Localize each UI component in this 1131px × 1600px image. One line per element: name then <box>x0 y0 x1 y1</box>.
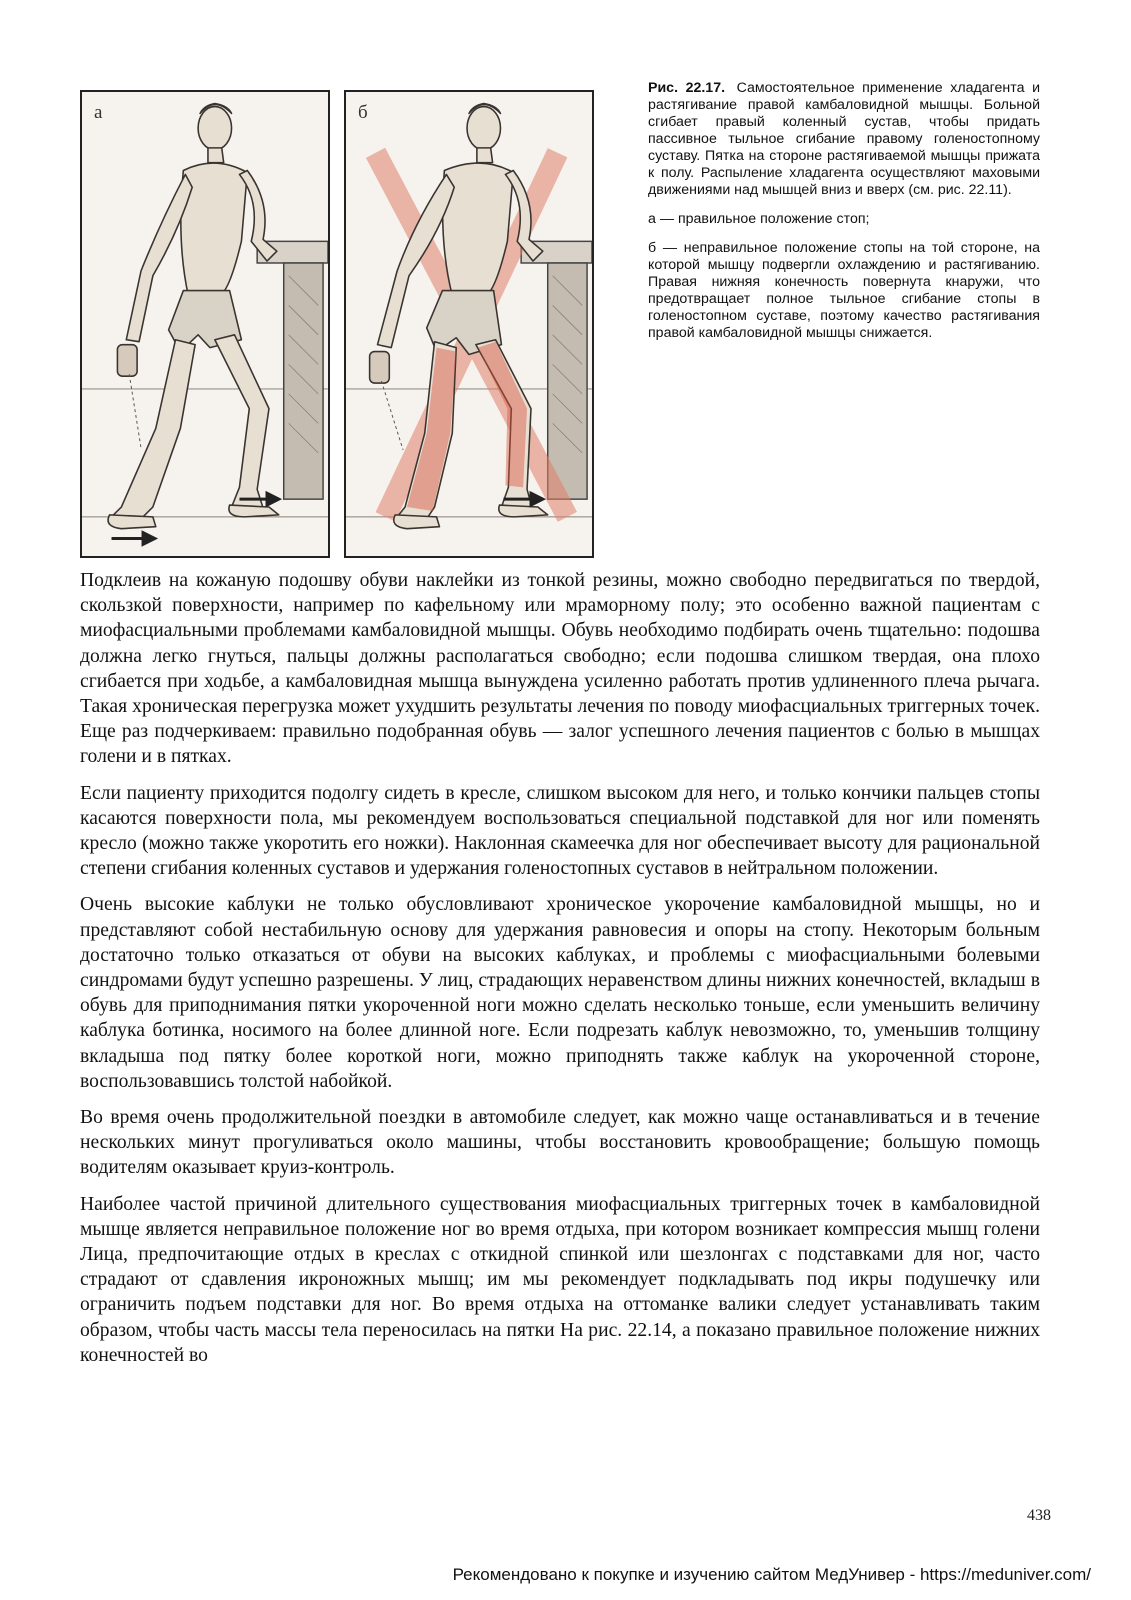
footer-link[interactable]: Рекомендовано к покупке и изучению сайтом МедУнивер - https://meduniver.com/ <box>452 1565 1091 1584</box>
caption-item-b: б — неправильное положение стопы на той стороне, на которой мышцу подвергли охлаждению и растягиванию. Правая нижняя конечность повернута кнаружи, что предотвращает полное тыльное сгибание стопы в голеностопном суставе, поэтому качество растягивания правой камбаловидной мышцы снижается. <box>648 240 1040 341</box>
panel-b-label: б <box>358 102 368 123</box>
paragraph: Если пациенту приходится подолгу сидеть в кресле, слишком высоком для него, и только кончики пальцев стопы касаются поверхности пола, мы рекомендуем воспользоваться специальной подставкой для ног или поменять кресло (можно также укоротить его ножки). Наклонная скамеечка для ног обеспечивает высоту для рациональной степени сгибания коленных суставов и удержания голеностопных суставов в нейтральном положении. <box>80 782 1040 880</box>
paragraph: Очень высокие каблуки не только обусловливают хроническое укорочение камбаловидной мышцы, но и представляют собой нестабильную основу для удержания равновесия и опоры на стопу. Некоторым больным достаточно только отказаться от обуви на высоких каблуках, и проблемы с миофасциальными болевыми синдромами будут успешно разрешены. У лиц, страдающих неравенством длины нижних конечностей, вкладыш в обувь для приподнимания пятки укороченной ноги можно сделать несколько тоньше, если уменьшить величину каблука ботинка, носимого на более длинной ноге. Если подрезать каблук невозможно, то, уменьшив толщину вкладыша под пятку более короткой ноги, можно приподнять также каблук на укороченной стороне, воспользовавшись толстой набойкой. <box>80 894 1040 1092</box>
caption-item-a: а — правильное положение стоп; <box>648 211 870 227</box>
panel-a-label: а <box>94 102 103 123</box>
illustration-correct-stance <box>82 92 328 556</box>
caption-text: Самостоятельное применение хладагента и растягивание правой камбаловидной мышцы. Больной сгибает правый коленный сустав, чтобы придать пассивное тыльное сгибание правому голеностопному суставу. Пятка на стороне растягиваемой мышцы прижата к полу. Распыление хладагента осуществляют маховыми движениями над мышцей вниз и вверх (см. рис. 22.11). <box>648 80 1040 198</box>
figure-panel-a <box>80 90 330 558</box>
caption-label: Рис. 22.17. <box>648 80 726 96</box>
paragraph: Во время очень продолжительной поездки в автомобиле следует, как можно чаще останавливаться и в течение нескольких минут прогуливаться около машины, чтобы восстановить кровообращение; большую помощь водителям оказывает круиз-контроль. <box>80 1107 1040 1179</box>
page-number: 438 <box>1027 1507 1051 1524</box>
figure-22-17 <box>80 90 610 558</box>
paragraph: Наиболее частой причиной длительного существования миофасциальных триггерных точек в камбаловидной мышце является неправильное положение ног во время отдыха, при котором возникает компрессия мышц голени Лица, предпочитающие отдых в креслах с откидной спинкой или шезлонгах с подставками для ног, часто страдают от сдавления икроножных мышц; им мы рекомендует подкладывать под икры подушечку или ограничить подъем подставки для ног. Во время отдыха на оттоманке валики следует устанавливать таким образом, чтобы часть массы тела переносилась на пятки На рис. 22.14, а показано правильное положение нижних конечностей во <box>80 1193 1040 1366</box>
body-text <box>80 568 1040 1379</box>
caption-main <box>648 80 1040 199</box>
illustration-incorrect-stance <box>346 92 592 556</box>
figure-caption <box>648 80 1040 354</box>
figure-panel-b <box>344 90 594 558</box>
paragraph: Подклеив на кожаную подошву обуви наклейки из тонкой резины, можно свободно передвигаться по твердой, скользкой поверхности, например по кафельному или мраморному полу; это особенно важной пациентам с миофасциальными проблемами камбаловидной мышцы. Обувь необходимо подбирать очень тщательно: подошва должна легко гнуться, пальцы должны располагаться свободно; если подошва слишком твердая, она плохо сгибается при ходьбе, а камбаловидная мышца вынуждена усиленно работать против удлиненного плеча рычага. Такая хроническая перегрузка может ухудшить результаты лечения по поводу миофасциальных триггерных точек. Еще раз подчеркиваем: правильно подобранная обувь — залог успешного лечения пациентов с болью в мышцах голени и в пятках. <box>80 570 1040 768</box>
